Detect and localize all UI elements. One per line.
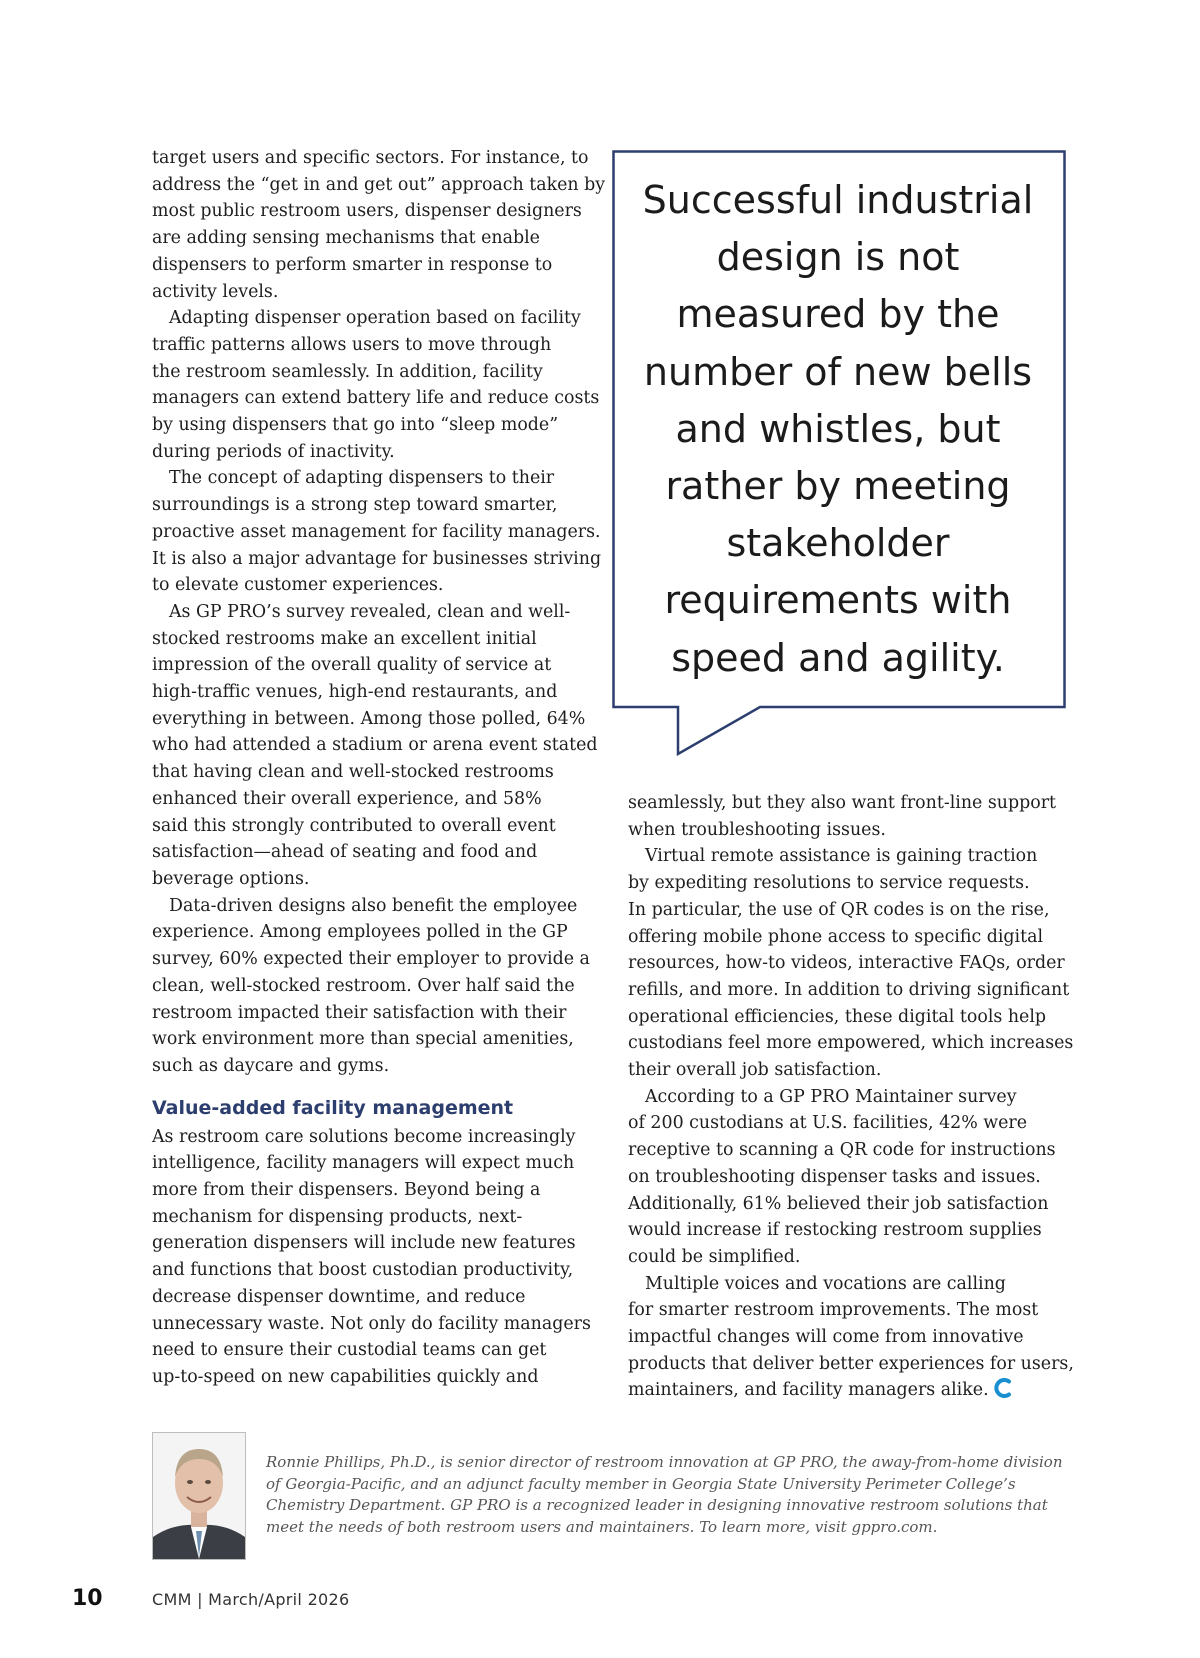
body-line: more from their dispensers. Beyond being a [152,1180,541,1201]
pull-quote-line: number of new bells [643,349,1033,394]
right-column [628,790,1074,1408]
c-end-mark-icon [992,1377,1012,1408]
body-line: According to a GP PRO Maintainer survey [645,1086,1017,1107]
pull-quote-line: requirements with [664,578,1012,623]
body-line: The concept of adapting dispensers to their [169,468,555,489]
body-line: traffic patterns allows users to move through [152,334,552,355]
body-line: on troubleshooting dispenser tasks and issues. [628,1166,1041,1187]
body-line: impression of the overall quality of service at [152,655,552,676]
body-line: high-traffic venues, high-end restaurants, and [152,682,558,703]
body-line: unnecessary waste. Not only do facility managers [152,1313,591,1334]
body-line: operational efficiencies, these digital tools help [628,1006,1047,1027]
pull-quote [612,150,1066,762]
body-line: intelligence, facility managers will expect much [152,1153,575,1174]
left-column [152,145,606,1391]
body-line: by using dispensers that go into “sleep mode” [152,415,559,436]
bio-line: of Georgia-Pacific, and an adjunct faculty member in Georgia State University Perimeter College’s [266,1474,1016,1493]
body-line: who had attended a stadium or arena event stated [152,735,598,756]
body-line: seamlessly, but they also want front-line support [628,793,1057,813]
pull-quote-text [628,172,1048,687]
body-line: custodians feel more empowered, which increases [628,1033,1074,1054]
body-line: survey, 60% expected their employer to provide a [152,949,590,970]
body-line: proactive asset management for facility managers. [152,521,601,542]
body-line: impactful changes will come from innovative [628,1327,1024,1348]
body-line: receptive to scanning a QR code for instructions [628,1140,1056,1161]
body-line: satisfaction—ahead of seating and food and [152,842,538,863]
pull-quote-line: Successful industrial [642,178,1034,222]
body-line: are adding sensing mechanisms that enable [152,228,540,249]
body-line: everything in between. Among those polled, 64% [152,708,586,729]
body-line: up-to-speed on new capabilities quickly and [152,1366,539,1387]
bio-line: Chemistry Department. GP PRO is a recognized leader in designing innovative restroom solutions that [266,1496,1048,1514]
author-bio [152,1432,1072,1562]
body-line: As restroom care solutions become increasingly [152,1126,576,1147]
body-line: enhanced their overall experience, and 58% [152,788,542,809]
body-line: said this strongly contributed to overall event [152,815,556,836]
body-line: Data-driven designs also benefit the employee [169,895,578,916]
body-line: would increase if restocking restroom supplies [628,1220,1042,1241]
body-line: refills, and more. In addition to driving significant [628,979,1070,1000]
publication-info: CMM | March/April 2026 [152,1590,350,1609]
body-line: when troubleshooting issues. [628,819,886,840]
body-line: and functions that boost custodian productivity, [152,1260,574,1281]
bio-line: meet the needs of both restroom users and maintainers. To learn more, visit gppro.com. [266,1517,938,1536]
body-line: surroundings is a strong step toward smarter, [152,495,558,516]
body-line: stocked restrooms make an excellent initial [152,628,537,649]
body-line: by expediting resolutions to service requests. [628,873,1030,894]
body-line: target users and specific sectors. For instance, to [152,148,589,168]
body-line: the restroom seamlessly. In addition, facility [152,361,543,382]
body-line: decrease dispenser downtime, and reduce [152,1286,526,1307]
body-line: As GP PRO’s survey revealed, clean and well- [169,601,571,622]
body-line: could be simplified. [628,1246,801,1267]
body-line: mechanism for dispensing products, next- [152,1206,523,1227]
body-line: products that deliver better experiences for users, [628,1353,1074,1374]
body-line: work environment more than special amenities, [152,1029,574,1050]
pull-quote-line: measured by the [676,292,1000,337]
body-line: need to ensure their custodial teams can get [152,1340,547,1361]
body-line: clean, well-stocked restroom. Over half said the [152,975,575,996]
body-line: resources, how-to videos, interactive FAQs, order [628,953,1065,974]
body-line: managers can extend battery life and reduce costs [152,388,600,409]
body-line: activity levels. [152,281,279,302]
body-line: of 200 custodians at U.S. facilities, 42% were [628,1113,1028,1134]
body-line: during periods of inactivity. [152,441,395,462]
body-line [628,1377,1068,1408]
body-line: for smarter restroom improvements. The most [628,1300,1039,1321]
body-line: address the “get in and get out” approach taken by [152,174,606,195]
body-line: to elevate customer experiences. [152,575,444,596]
body-line: beverage options. [152,868,310,889]
body-line-text: maintainers, and facility managers alike. [628,1380,989,1401]
body-line: Virtual remote assistance is gaining traction [645,846,1038,867]
pull-quote-line: design is not [716,235,960,280]
body-line: In particular, the use of QR codes is on the rise, [628,899,1050,920]
pull-quote-line: stakeholder [726,521,950,566]
author-bio-text [266,1452,1066,1538]
body-line: dispensers to perform smarter in response to [152,254,553,275]
author-photo [152,1432,246,1560]
body-line: Adapting dispenser operation based on facility [169,308,581,329]
body-line: that having clean and well-stocked restrooms [152,762,554,783]
pull-quote-line: speed and agility. [671,635,1005,680]
pull-quote-line: and whistles, but [675,406,1001,451]
bio-line: Ronnie Phillips, Ph.D., is senior director of restroom innovation at GP PRO, the away-from-home division [266,1453,1063,1471]
body-line: most public restroom users, dispenser designers [152,201,582,222]
body-line: their overall job satisfaction. [628,1060,882,1081]
body-line: It is also a major advantage for businesses striving [152,548,602,569]
body-line: restroom impacted their satisfaction with their [152,1002,567,1023]
body-line: Multiple voices and vocations are calling [645,1273,1006,1294]
body-line: experience. Among employees polled in the GP [152,922,568,943]
section-subheading: Value-added facility management [152,1096,514,1119]
body-line: generation dispensers will include new features [152,1233,576,1254]
body-line: offering mobile phone access to specific digital [628,926,1044,947]
page-number: 10 [72,1586,103,1611]
pull-quote-line: rather by meeting [665,464,1011,509]
body-line: such as daycare and gyms. [152,1055,390,1076]
body-line: Additionally, 61% believed their job satisfaction [628,1193,1049,1214]
